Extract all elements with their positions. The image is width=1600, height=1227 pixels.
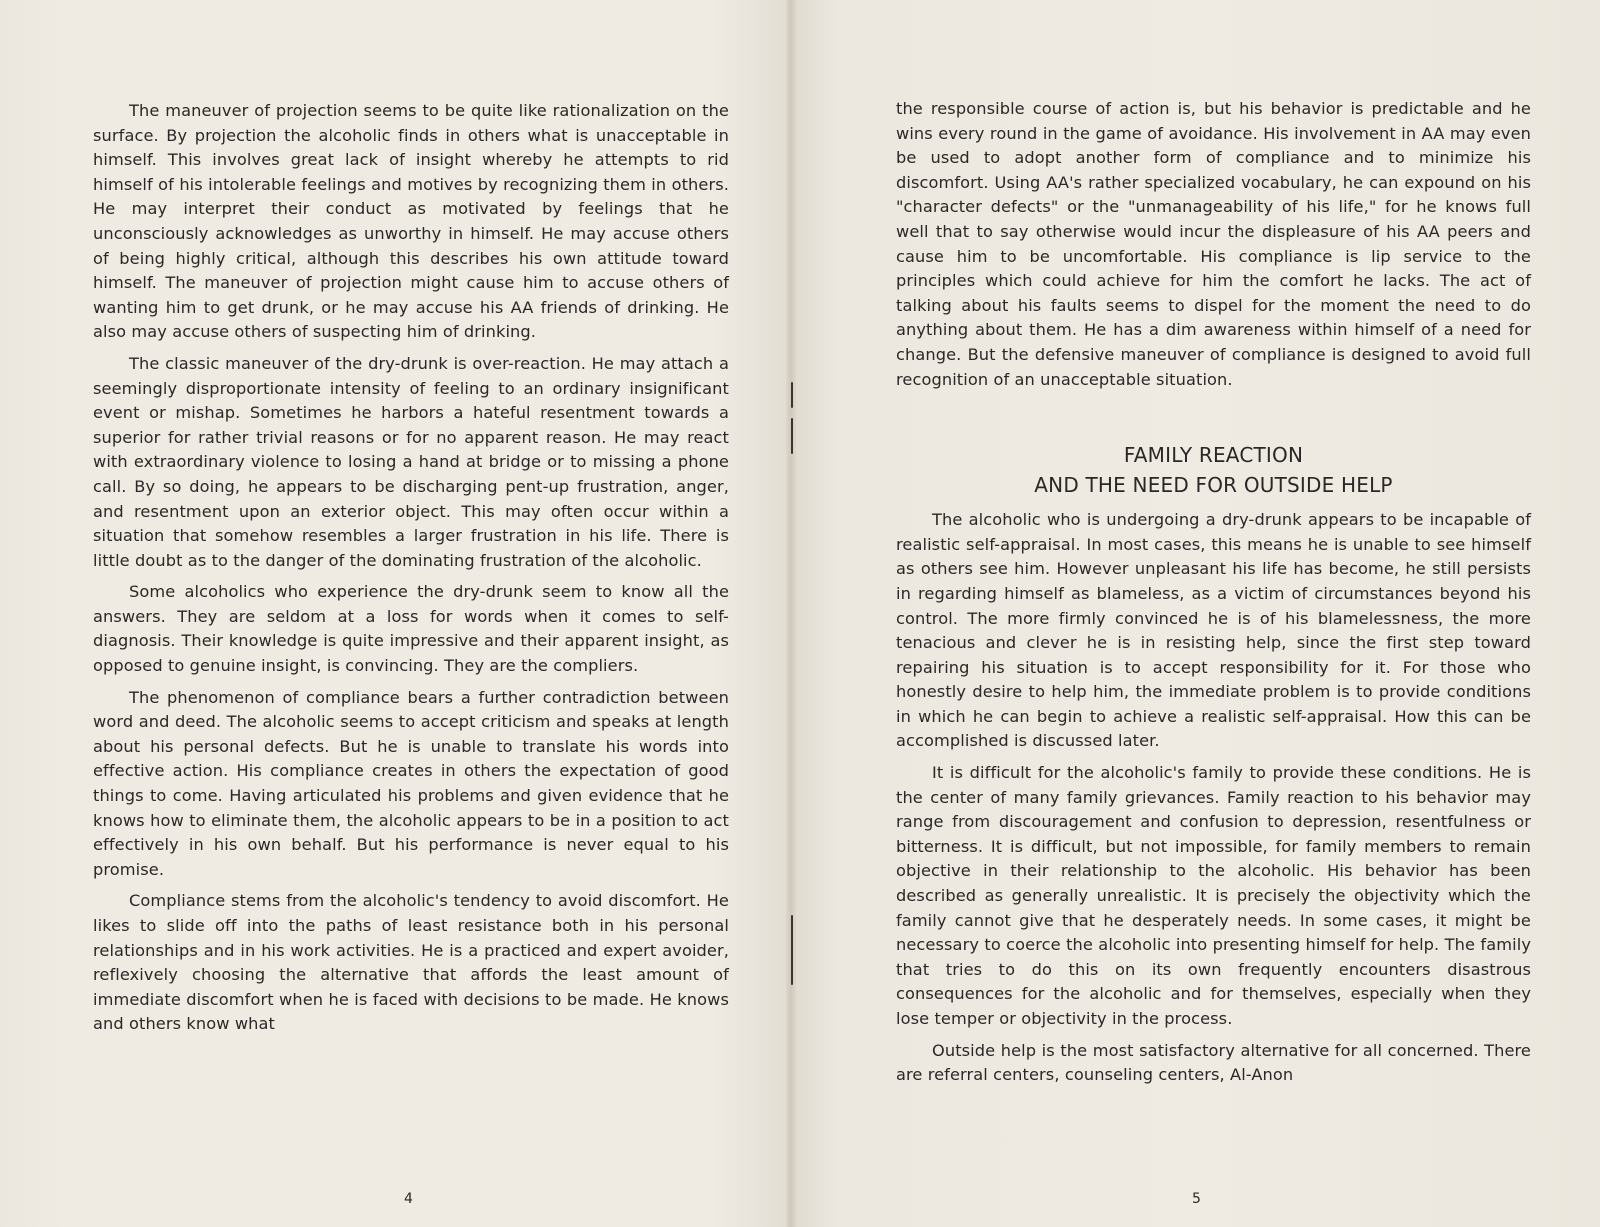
section-heading-line-1: FAMILY REACTION	[1123, 443, 1304, 468]
staple-bottom	[791, 915, 793, 985]
paragraph-projection: The maneuver of projection seems to be quite like rationalization on the surface. By projection the alcoholic finds in others what is unacceptable in himself. This involves great lack of insight whereby he attempts to rid himself of his intolerable feelings and motives by recognizing them in others. He may interpret their conduct as motivated by feelings that he unconsciously acknowledges as unworthy in himself. He may accuse others of being highly critical, although this describes his own attitude toward himself. The maneuver of projection might cause him to accuse others of wanting him to get drunk, or he may accuse his AA friends of drinking. He also may accuse others of suspecting him of drinking.	[93, 101, 729, 342]
paragraph-compliance: The phenomenon of compliance bears a further contradiction between word and deed. The alcoholic seems to accept criticism and speaks at length about his personal defects. But he is unable to translate his words into effective action. His compliance creates in others the expectation of good things to come. Having articulated his problems and given evidence that he knows how to eliminate them, the alcoholic appears to be in a position to act effectively in his own behalf. But his performance is never equal to his promise.	[93, 687, 729, 879]
page-number-left: 4	[404, 1191, 413, 1207]
paragraph-over-reaction: The classic maneuver of the dry-drunk is over-reaction. He may attach a seemingly disproportionate intensity of feeling to an ordinary insignificant event or mishap. Sometimes he harbors a hateful resentment towards a superior for rather trivial reasons or for no apparent reason. He may react with extraordinary violence to losing a hand at bridge or to missing a phone call. By so doing, he appears to be discharging pent-up frustration, anger, and resentment upon an exterior object. This may often occur within a situation that somehow resembles a larger frustration in his life. There is little doubt as to the danger of the dominating frustration of the alcoholic.	[93, 353, 729, 570]
staple-top-lower	[791, 418, 793, 454]
spine-gutter	[786, 0, 796, 1227]
paragraph-family-conditions: It is difficult for the alcoholic's family to provide these conditions. He is the center of many family grievances. Family reaction to his behavior may range from discouragement and confusion to depression, resentfulness or bitterness. It is difficult, but not impossible, for family members to remain objective in their relationship to the alcoholic. His behavior has been described as generally unrealistic. It is precisely the objectivity which the family cannot give that he desperately needs. In some cases, it might be necessary to coerce the alcoholic into presenting himself for help. The family that tries to do this on its own frequently encounters disastrous consequences for the alcoholic and for themselves, especially when they lose temper or objectivity in the process.	[896, 763, 1531, 1028]
right-page-body	[896, 97, 1531, 1095]
left-page	[0, 0, 792, 1227]
page-number-right: 5	[1192, 1191, 1201, 1207]
section-heading	[896, 440, 1531, 500]
right-page	[792, 0, 1600, 1227]
left-page-body	[93, 99, 729, 1044]
paragraph-compliers: Some alcoholics who experience the dry-drunk seem to know all the answers. They are seldom at a loss for words when it comes to self-diagnosis. Their knowledge is quite impressive and their apparent insight, as opposed to genuine insight, is convincing. They are the compliers.	[93, 582, 729, 676]
staple-top	[791, 382, 793, 408]
section-heading-line-2: AND THE NEED FOR OUTSIDE HELP	[1034, 473, 1393, 498]
paragraph-outside-help: Outside help is the most satisfactory alternative for all concerned. There are referral centers, counseling centers, Al-Anon	[896, 1040, 1531, 1085]
paragraph-self-appraisal: The alcoholic who is undergoing a dry-drunk appears to be incapable of realistic self-appraisal. In most cases, this means he is unable to see himself as others see him. However unpleasant his life has become, he still persists in regarding himself as blameless, as a victim of circumstances beyond his control. The more firmly convinced he is of his blamelessness, the more tenacious and clever he is in resisting help, since the first step toward repairing his situation is to accept responsibility for it. For those who honestly desire to help him, the immediate problem is to provide conditions in which he can begin to achieve a realistic self-appraisal. How this can be accomplished is discussed later.	[896, 510, 1531, 751]
paragraph-continuation: the responsible course of action is, but his behavior is predictable and he wins every round in the game of avoidance. His involvement in AA may even be used to adopt another form of compliance and to minimize his discomfort. Using AA's rather specialized vocabulary, he can expound on his "character defects" or the "unmanageability of his life," for he knows full well that to say otherwise would incur the displeasure of his AA peers and cause him to be uncomfortable. His compliance is lip service to the principles which could achieve for him the comfort he lacks. The act of talking about his faults seems to dispel for the moment the need to do anything about them. He has a dim awareness within himself of a need for change. But the defensive maneuver of compliance is designed to avoid full recognition of an unacceptable situation.	[896, 99, 1531, 389]
paragraph-avoid-discomfort: Compliance stems from the alcoholic's tendency to avoid discomfort. He likes to slide off into the paths of least resistance both in his personal relationships and in his work activities. He is a practiced and expert avoider, reflexively choosing the alternative that affords the least amount of immediate discomfort when he is faced with decisions to be made. He knows and others know what	[93, 891, 729, 1034]
